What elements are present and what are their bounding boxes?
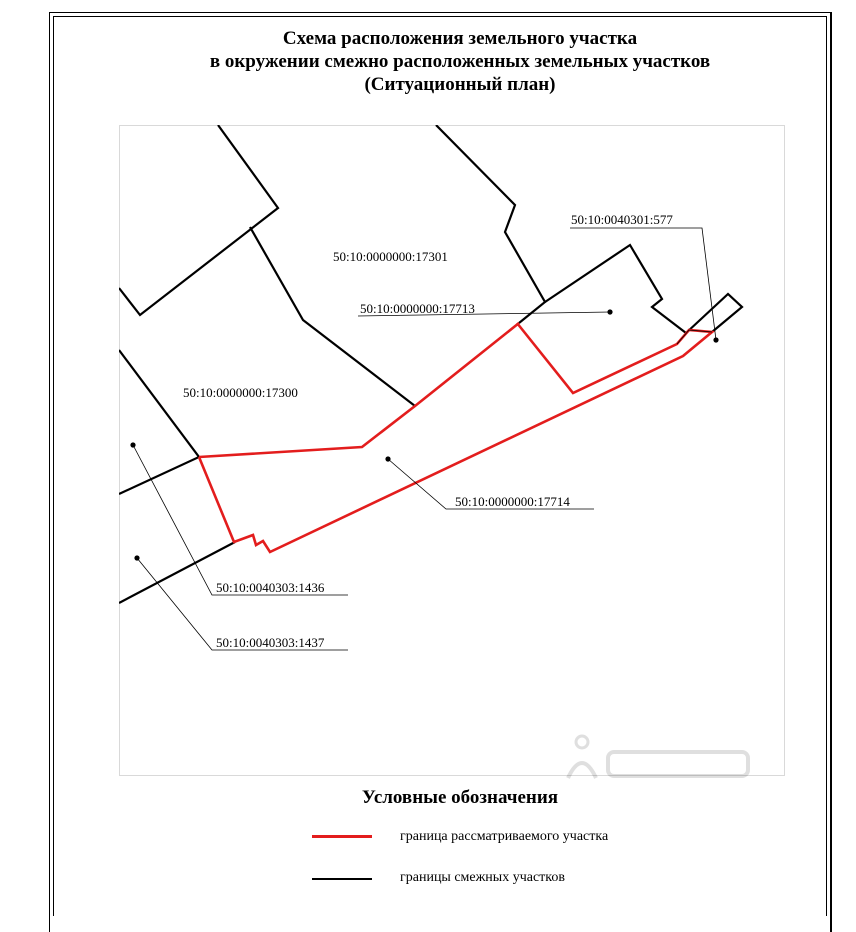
legend-label-subject: граница рассматриваемого участка: [400, 829, 609, 844]
subject-west-edge: [199, 323, 712, 552]
label-1436: 50:10:0040303:1436: [216, 580, 325, 595]
point-1437: [134, 555, 139, 560]
point-17713: [607, 309, 612, 314]
parcel-points: [130, 309, 718, 560]
boundary-17301-east: [436, 125, 545, 323]
boundary-17301-west: [119, 125, 278, 315]
adjacent-boundaries: [119, 125, 742, 603]
label-17713: 50:10:0000000:17713: [360, 301, 475, 316]
boundary-17713: [545, 245, 686, 333]
label-17714: 50:10:0000000:17714: [455, 494, 570, 509]
watermark-logo: [560, 728, 760, 788]
legend-title: Условные обозначения: [361, 787, 559, 808]
leader-577: [570, 228, 716, 340]
legend-swatch-adjacent: [312, 878, 372, 880]
title-line-2: в окружении смежно расположенных земельных участков: [209, 51, 711, 72]
point-1436: [130, 442, 135, 447]
boundary-17300-south: [119, 350, 199, 494]
label-17301: 50:10:0000000:17301: [333, 249, 448, 264]
leader-1436: [133, 445, 348, 595]
title-line-3: (Ситуационный план): [364, 74, 556, 95]
legend-label-adjacent: границы смежных участков: [400, 870, 565, 885]
point-17714: [385, 456, 390, 461]
label-17300: 50:10:0000000:17300: [183, 385, 298, 400]
title-line-1: Схема расположения земельного участка: [282, 28, 638, 49]
label-577: 50:10:0040301:577: [571, 212, 673, 227]
subject-boundaries: [199, 323, 712, 552]
label-1437: 50:10:0040303:1437: [216, 635, 325, 650]
point-577: [713, 337, 718, 342]
legend-swatch-subject: [312, 835, 372, 838]
